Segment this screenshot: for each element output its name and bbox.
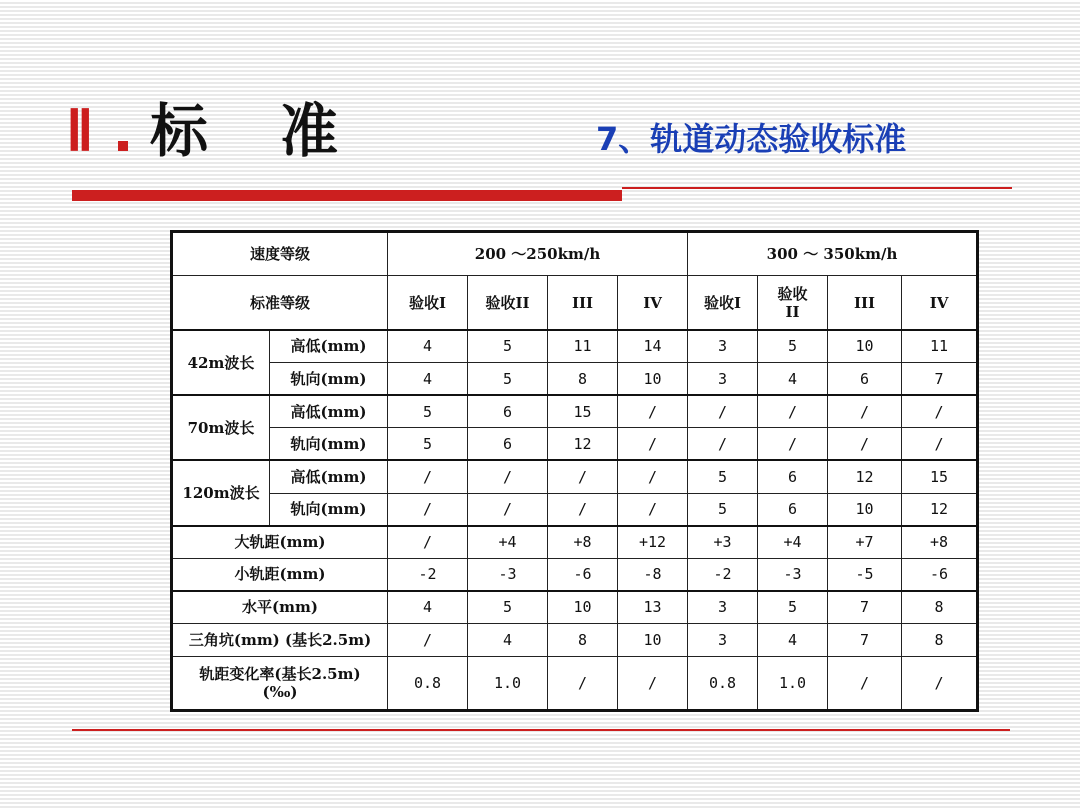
table-cell: / [548, 656, 618, 710]
acceptance-standard-table [170, 230, 979, 712]
row-label: 水平(mm) [172, 591, 388, 624]
table-row [172, 330, 978, 363]
table-cell: 10 [828, 493, 902, 526]
grade-header: IV [902, 276, 978, 330]
table-cell: +12 [618, 526, 688, 559]
table-cell: 7 [902, 363, 978, 396]
table-cell: 10 [618, 363, 688, 396]
table-cell: 15 [548, 395, 618, 428]
table-cell: 1.0 [758, 656, 828, 710]
table-cell: / [902, 395, 978, 428]
measure-label: 轨向(mm) [270, 493, 388, 526]
table-row [172, 460, 978, 493]
table-cell: 6 [828, 363, 902, 396]
table-cell: 5 [758, 591, 828, 624]
standard-grade-label: 标准等级 [172, 276, 388, 330]
table-cell: +3 [688, 526, 758, 559]
table-cell: 6 [468, 395, 548, 428]
table-row [172, 363, 978, 396]
table-cell: 12 [902, 493, 978, 526]
section-number-dot [118, 141, 128, 151]
table-cell: 4 [758, 363, 828, 396]
table-cell: 4 [758, 624, 828, 657]
grade-header: 验收I [388, 276, 468, 330]
table-cell: 6 [468, 428, 548, 461]
table-cell: -5 [828, 558, 902, 591]
table-cell: 3 [688, 624, 758, 657]
table-cell: -8 [618, 558, 688, 591]
table-cell: 8 [548, 624, 618, 657]
grade-header: 验收 II [758, 276, 828, 330]
grade-header: III [548, 276, 618, 330]
table-cell: 8 [548, 363, 618, 396]
table-cell: -2 [388, 558, 468, 591]
table-cell: 3 [688, 330, 758, 363]
measure-label: 高低(mm) [270, 395, 388, 428]
table-cell: 10 [618, 624, 688, 657]
grade-header: III [828, 276, 902, 330]
table-row [172, 591, 978, 624]
table-row [172, 526, 978, 559]
table-cell: +4 [468, 526, 548, 559]
table-cell: 7 [828, 591, 902, 624]
table-cell: 5 [388, 428, 468, 461]
grade-header: IV [618, 276, 688, 330]
table-cell: +8 [548, 526, 618, 559]
table-cell: 4 [468, 624, 548, 657]
title-underline-thin [622, 187, 1012, 189]
wavelength-label: 42m波长 [172, 330, 270, 395]
grade-header: 验收II [468, 276, 548, 330]
table-cell: 11 [902, 330, 978, 363]
table-cell: 14 [618, 330, 688, 363]
table-cell: / [468, 460, 548, 493]
table-cell: +4 [758, 526, 828, 559]
table-cell: 5 [468, 363, 548, 396]
table-cell: -6 [902, 558, 978, 591]
wavelength-label: 120m波长 [172, 460, 270, 525]
table-cell: 3 [688, 363, 758, 396]
page-subtitle: 7、轨道动态验收标准 [596, 120, 907, 158]
table-cell: 6 [758, 460, 828, 493]
table-cell: / [902, 428, 978, 461]
table-cell: 12 [548, 428, 618, 461]
table-cell: 6 [758, 493, 828, 526]
title-underline-thick [72, 190, 622, 201]
table-cell: 4 [388, 330, 468, 363]
table-row [172, 428, 978, 461]
table-cell: 5 [468, 330, 548, 363]
table-cell: -3 [468, 558, 548, 591]
table-cell: / [548, 460, 618, 493]
table-row [172, 493, 978, 526]
page-title-part-b: 准 [280, 97, 341, 165]
grade-header: 验收I [688, 276, 758, 330]
table-cell: / [388, 460, 468, 493]
page-title [150, 96, 340, 166]
table-cell: / [902, 656, 978, 710]
speed-range-a: 200 ～250km/h [388, 232, 688, 276]
table-cell: 4 [388, 591, 468, 624]
table-row [172, 558, 978, 591]
table-cell: / [618, 656, 688, 710]
table-cell: / [828, 395, 902, 428]
table-cell: +7 [828, 526, 902, 559]
measure-label: 轨向(mm) [270, 428, 388, 461]
row-label: 轨距变化率(基长2.5m) (‰) [172, 656, 388, 710]
table-cell: 0.8 [688, 656, 758, 710]
header-row-speed [172, 232, 978, 276]
table-cell: 1.0 [468, 656, 548, 710]
table-row [172, 656, 978, 710]
table-cell: -2 [688, 558, 758, 591]
table-cell: 13 [618, 591, 688, 624]
table-cell: 5 [688, 460, 758, 493]
table-cell: 10 [548, 591, 618, 624]
table-cell: 8 [902, 591, 978, 624]
header-row-grade [172, 276, 978, 330]
table-cell: -6 [548, 558, 618, 591]
table-cell: / [758, 428, 828, 461]
row-label: 小轨距(mm) [172, 558, 388, 591]
table-cell: / [618, 460, 688, 493]
speed-grade-label: 速度等级 [172, 232, 388, 276]
table-cell: 5 [688, 493, 758, 526]
table-cell: 12 [828, 460, 902, 493]
table-cell: / [548, 493, 618, 526]
table-cell: / [618, 493, 688, 526]
table-cell: / [388, 493, 468, 526]
table-cell: +8 [902, 526, 978, 559]
table-cell: 4 [388, 363, 468, 396]
table-cell: / [828, 428, 902, 461]
table-cell: / [468, 493, 548, 526]
measure-label: 轨向(mm) [270, 363, 388, 396]
table-cell: / [388, 624, 468, 657]
row-label: 三角坑(mm) (基长2.5m) [172, 624, 388, 657]
table-cell: 5 [388, 395, 468, 428]
table-cell: 10 [828, 330, 902, 363]
table-cell: 11 [548, 330, 618, 363]
table-cell: / [758, 395, 828, 428]
page-title-part-a: 标 [150, 97, 211, 165]
footer-divider [72, 729, 1010, 731]
table-cell: / [618, 428, 688, 461]
table-cell: / [388, 526, 468, 559]
measure-label: 高低(mm) [270, 330, 388, 363]
table-cell: 3 [688, 591, 758, 624]
table-cell: -3 [758, 558, 828, 591]
table-cell: 5 [468, 591, 548, 624]
table-cell: / [688, 428, 758, 461]
table-cell: 5 [758, 330, 828, 363]
wavelength-label: 70m波长 [172, 395, 270, 460]
table-cell: 7 [828, 624, 902, 657]
table-cell: 8 [902, 624, 978, 657]
row-label: 大轨距(mm) [172, 526, 388, 559]
table-cell: 15 [902, 460, 978, 493]
table-cell: 0.8 [388, 656, 468, 710]
section-number: Ⅱ [66, 101, 92, 163]
table-cell: / [688, 395, 758, 428]
table-row [172, 624, 978, 657]
table-cell: / [618, 395, 688, 428]
table-cell: / [828, 656, 902, 710]
measure-label: 高低(mm) [270, 460, 388, 493]
speed-range-b: 300 ～ 350km/h [688, 232, 978, 276]
table-row [172, 395, 978, 428]
